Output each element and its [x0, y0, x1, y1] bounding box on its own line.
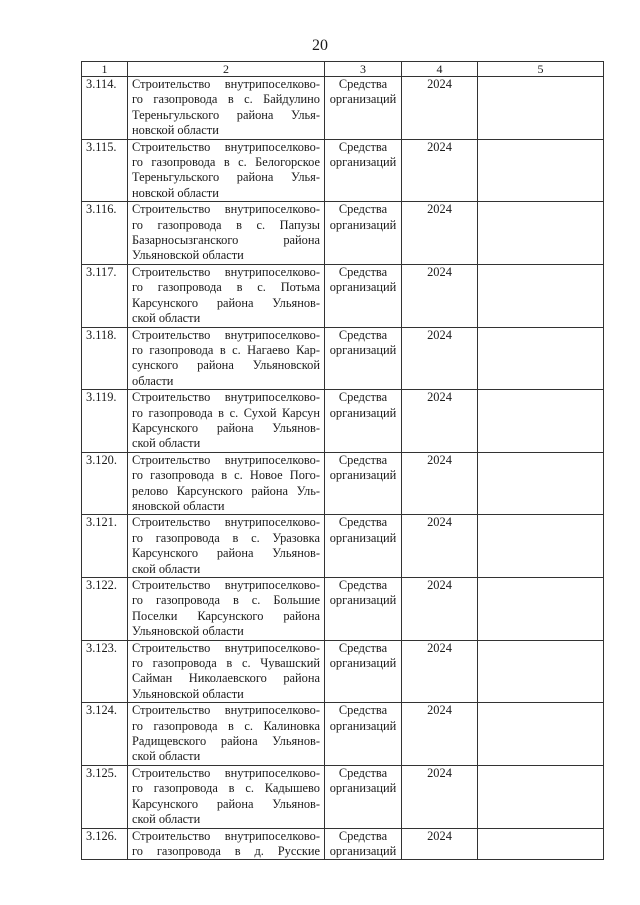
- table-row: [82, 77, 604, 140]
- header-col-3: 3: [325, 62, 402, 77]
- description-line: ской области: [132, 561, 201, 576]
- item-description: [128, 765, 325, 828]
- description-line: Строительство внутрипоселково-: [132, 327, 320, 342]
- item-number: 3.119.: [82, 390, 128, 453]
- table-row: [82, 390, 604, 453]
- item-description: [128, 828, 325, 860]
- funding-source-line: организаций: [329, 92, 397, 107]
- description-line: Ульяновской области: [132, 248, 244, 263]
- funding-source-line: Средства: [338, 139, 388, 154]
- description-line: го газопровода в с. Новое Пого-: [132, 468, 320, 483]
- description-line: Строительство внутрипоселково-: [132, 452, 320, 467]
- funding-source-line: организаций: [329, 530, 397, 545]
- item-description: [128, 202, 325, 265]
- column-5-cell: [478, 77, 604, 140]
- funding-source: [325, 578, 402, 641]
- description-line: Ульяновской области: [132, 624, 244, 639]
- column-5-cell: [478, 578, 604, 641]
- funding-source-line: организаций: [329, 781, 397, 796]
- table-row: [82, 452, 604, 515]
- column-5-cell: [478, 765, 604, 828]
- description-line: го газопровода в с. Чувашский: [132, 656, 320, 671]
- description-line: го газопровода в с. Папузы: [132, 217, 320, 232]
- description-line: Базарносызганского района: [132, 233, 320, 248]
- description-line: Карсунского района Ульянов-: [132, 796, 320, 811]
- funding-source: [325, 452, 402, 515]
- column-5-cell: [478, 202, 604, 265]
- plan-table: [81, 61, 604, 860]
- description-line: новской области: [132, 185, 219, 200]
- description-line: го газопровода в с. Нагаево Кар-: [132, 342, 320, 357]
- completion-year: 2024: [402, 264, 478, 327]
- table-row: [82, 640, 604, 703]
- funding-source: [325, 828, 402, 860]
- item-description: [128, 578, 325, 641]
- table-header-row: [82, 62, 604, 77]
- column-5-cell: [478, 264, 604, 327]
- column-5-cell: [478, 327, 604, 390]
- column-5-cell: [478, 452, 604, 515]
- description-line: Строительство внутрипоселково-: [132, 264, 320, 279]
- description-line: го газопровода в с. Кадышево: [132, 781, 320, 796]
- description-line: го газопровода в с. Байдулино: [132, 92, 320, 107]
- table-row: [82, 202, 604, 265]
- table-row: [82, 703, 604, 766]
- description-line: Тереньгульского района Улья-: [132, 107, 320, 122]
- description-line: Ульяновской области: [132, 686, 244, 701]
- completion-year: 2024: [402, 202, 478, 265]
- completion-year: 2024: [402, 452, 478, 515]
- description-line: релово Карсунского района Уль-: [132, 483, 320, 498]
- funding-source-line: Средства: [338, 202, 388, 217]
- funding-source: [325, 327, 402, 390]
- completion-year: 2024: [402, 139, 478, 202]
- description-line: ской области: [132, 812, 201, 827]
- funding-source-line: организаций: [329, 843, 397, 858]
- table-body: [82, 77, 604, 860]
- funding-source-line: Средства: [338, 452, 388, 467]
- completion-year: 2024: [402, 77, 478, 140]
- item-number: 3.122.: [82, 578, 128, 641]
- item-number: 3.126.: [82, 828, 128, 860]
- description-line: Строительство внутрипоселково-: [132, 765, 320, 780]
- description-line: новской области: [132, 123, 219, 138]
- description-line: Строительство внутрипоселково-: [132, 390, 320, 405]
- description-line: Поселки Карсунского района: [132, 608, 320, 623]
- item-number: 3.116.: [82, 202, 128, 265]
- funding-source-line: организаций: [329, 342, 397, 357]
- description-line: Карсунского района Ульянов-: [132, 420, 320, 435]
- funding-source: [325, 515, 402, 578]
- table-row: [82, 264, 604, 327]
- completion-year: 2024: [402, 390, 478, 453]
- table-row: [82, 139, 604, 202]
- description-line: Карсунского района Ульянов-: [132, 546, 320, 561]
- item-number: 3.124.: [82, 703, 128, 766]
- funding-source: [325, 703, 402, 766]
- description-line: яновской области: [132, 498, 225, 513]
- funding-source-line: организаций: [329, 468, 397, 483]
- funding-source-line: Средства: [338, 640, 388, 655]
- funding-source: [325, 202, 402, 265]
- column-5-cell: [478, 640, 604, 703]
- description-line: области: [132, 373, 174, 388]
- description-line: го газопровода в с. Сухой Карсун: [132, 405, 320, 420]
- table-row: [82, 578, 604, 641]
- item-number: 3.118.: [82, 327, 128, 390]
- header-col-1: 1: [82, 62, 128, 77]
- funding-source: [325, 390, 402, 453]
- completion-year: 2024: [402, 515, 478, 578]
- item-number: 3.120.: [82, 452, 128, 515]
- item-number: 3.115.: [82, 139, 128, 202]
- funding-source: [325, 77, 402, 140]
- description-line: Строительство внутрипоселково-: [132, 828, 320, 843]
- funding-source: [325, 640, 402, 703]
- description-line: ской области: [132, 436, 201, 451]
- description-line: ской области: [132, 749, 201, 764]
- completion-year: 2024: [402, 327, 478, 390]
- description-line: Строительство внутрипоселково-: [132, 139, 320, 154]
- funding-source: [325, 765, 402, 828]
- funding-source: [325, 264, 402, 327]
- description-line: ской области: [132, 311, 201, 326]
- table-row: [82, 765, 604, 828]
- item-number: 3.121.: [82, 515, 128, 578]
- column-5-cell: [478, 139, 604, 202]
- funding-source-line: Средства: [338, 77, 388, 91]
- item-description: [128, 327, 325, 390]
- item-description: [128, 703, 325, 766]
- funding-source-line: организаций: [329, 280, 397, 295]
- item-number: 3.117.: [82, 264, 128, 327]
- item-description: [128, 77, 325, 140]
- header-col-5: 5: [478, 62, 604, 77]
- funding-source-line: Средства: [338, 703, 388, 718]
- funding-source-line: организаций: [329, 593, 397, 608]
- description-line: Строительство внутрипоселково-: [132, 703, 320, 718]
- funding-source-line: организаций: [329, 405, 397, 420]
- description-line: го газопровода в д. Русские: [132, 843, 320, 858]
- item-number: 3.123.: [82, 640, 128, 703]
- completion-year: 2024: [402, 765, 478, 828]
- funding-source: [325, 139, 402, 202]
- funding-source-line: Средства: [338, 578, 388, 592]
- funding-source-line: Средства: [338, 765, 388, 780]
- description-line: го газопровода в с. Белогорское: [132, 155, 320, 170]
- description-line: Строительство внутрипоселково-: [132, 515, 320, 530]
- item-description: [128, 640, 325, 703]
- funding-source-line: Средства: [338, 327, 388, 342]
- funding-source-line: Средства: [338, 828, 388, 843]
- description-line: Строительство внутрипоселково-: [132, 202, 320, 217]
- funding-source-line: организаций: [329, 656, 397, 671]
- description-line: Сайман Николаевского района: [132, 671, 320, 686]
- item-description: [128, 390, 325, 453]
- description-line: Строительство внутрипоселково-: [132, 578, 320, 592]
- description-line: Радищевского района Ульянов-: [132, 734, 320, 749]
- completion-year: 2024: [402, 703, 478, 766]
- completion-year: 2024: [402, 640, 478, 703]
- page-number: 20: [312, 37, 328, 54]
- funding-source-line: организаций: [329, 155, 397, 170]
- table-row: [82, 327, 604, 390]
- completion-year: 2024: [402, 578, 478, 641]
- description-line: го газопровода в с. Большие: [132, 593, 320, 608]
- item-number: 3.114.: [82, 77, 128, 140]
- funding-source-line: организаций: [329, 718, 397, 733]
- description-line: сунского района Ульяновской: [132, 358, 320, 373]
- column-5-cell: [478, 515, 604, 578]
- description-line: го газопровода в с. Потьма: [132, 280, 320, 295]
- description-line: Тереньгульского района Улья-: [132, 170, 320, 185]
- item-number: 3.125.: [82, 765, 128, 828]
- funding-source-line: организаций: [329, 217, 397, 232]
- item-description: [128, 452, 325, 515]
- description-line: го газопровода в с. Уразовка: [132, 530, 320, 545]
- item-description: [128, 139, 325, 202]
- funding-source-line: Средства: [338, 264, 388, 279]
- description-line: Строительство внутрипоселково-: [132, 640, 320, 655]
- description-line: го газопровода в с. Калиновка: [132, 718, 320, 733]
- description-line: Карсунского района Ульянов-: [132, 295, 320, 310]
- column-5-cell: [478, 390, 604, 453]
- item-description: [128, 515, 325, 578]
- item-description: [128, 264, 325, 327]
- funding-source-line: Средства: [338, 515, 388, 530]
- table-row: [82, 515, 604, 578]
- column-5-cell: [478, 828, 604, 860]
- table-row: [82, 828, 604, 860]
- header-col-4: 4: [402, 62, 478, 77]
- completion-year: 2024: [402, 828, 478, 860]
- header-col-2: 2: [128, 62, 325, 77]
- description-line: Строительство внутрипоселково-: [132, 77, 320, 91]
- funding-source-line: Средства: [338, 390, 388, 405]
- column-5-cell: [478, 703, 604, 766]
